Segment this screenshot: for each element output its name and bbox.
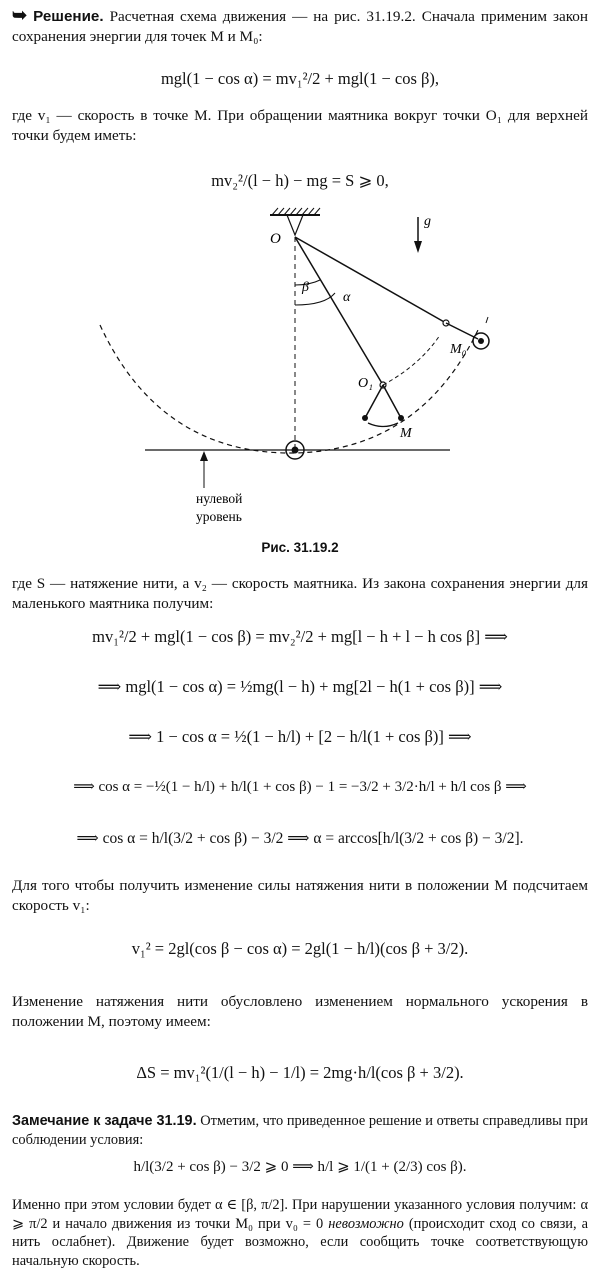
rod-to-m0 xyxy=(295,237,446,323)
pendulum-figure xyxy=(0,205,600,545)
label-zero-level-2: уровень xyxy=(196,509,242,524)
figure-caption: Рис. 31.19.2 xyxy=(261,540,339,555)
paragraph-tension: где S — натяжение нити, а v₂ — скорость маятника. Из закона сохранения энергии для маленького маятника получим: xyxy=(12,575,588,612)
intro-text: Расчетная схема движения — на рис. 31.19.2. Сначала применим закон сохранения энергии для точек M и M₀: xyxy=(12,8,589,45)
label-g: g xyxy=(424,214,431,229)
solution-heading: Решение. xyxy=(33,8,104,25)
equation-condition: h/l(3/2 + cos β) − 3/2 ⩾ 0 ⟹ h/l ⩾ 1/(1 + (2/3) cos β). xyxy=(133,1159,467,1175)
remark-heading: Замечание к задаче 31.19. xyxy=(12,1113,197,1129)
equation-energy: mgl(1 − cos α) = mv₁²/2 + mgl(1 − cos β), xyxy=(160,69,440,88)
paragraph-normal-accel: Изменение натяжения нити обусловлено изменением нормального ускорения в положении M, поэтому имеем: xyxy=(12,993,588,1030)
final-text-a: Именно при этом условии будет α ∈ [β, π/2]. При нарушении указанного условия получим: α ⩾ π/2 и начало движения из точки M₀ при v₀ = 0 xyxy=(12,1197,588,1232)
label-m: M xyxy=(400,426,412,441)
paragraph-v1-compute: Для того чтобы получить изменение силы натяжения нити в положении M подсчитаем скорость v₁: xyxy=(12,877,588,914)
derivation-line-1: mv₁²/2 + mgl(1 − cos β) = mv₂²/2 + mg[l − h + l − h cos β] ⟹ xyxy=(92,627,508,646)
derivation-line-4: ⟹ cos α = −½(1 − h/l) + h/l(1 + cos β) − 1 = −3/2 + 3/2·h/l + h/l cos β ⟹ xyxy=(73,779,527,795)
trajectory-arc xyxy=(100,325,478,453)
intro-paragraph xyxy=(12,6,588,46)
equation-delta-s: ΔS = mv₁²(1/(l − h) − 1/l) = 2mg·h/l(cos β + 3/2). xyxy=(136,1063,464,1082)
paragraph-v1: где v₁ — скорость в точке M. При обращении маятника вокруг точки O₁ для верхней точки будем иметь: xyxy=(12,107,588,144)
derivation-line-3: ⟹ 1 − cos α = ½(1 − h/l) + [2 − h/l(1 + cos β)] ⟹ xyxy=(128,727,472,746)
label-beta: β xyxy=(302,280,309,295)
arrow-icon: ➥ xyxy=(12,5,28,25)
label-o1: O₁ xyxy=(358,376,373,391)
label-m0: M₀ xyxy=(450,342,467,357)
rod-to-o1 xyxy=(295,237,383,385)
label-alpha: α xyxy=(343,290,351,305)
final-text-b: (происходит сход со связи, а нить ослабнет). Движение будет возможно, если сообщить точке соответствующую начальную скорость. xyxy=(12,1215,588,1269)
remark-paragraph xyxy=(12,1112,588,1149)
derivation-line-5: ⟹ cos α = h/l(3/2 + cos β) − 3/2 ⟹ α = arccos[h/l(3/2 + cos β) − 3/2]. xyxy=(76,830,524,847)
equation-v1: v₁² = 2gl(cos β − cos α) = 2gl(1 − h/l)(cos β + 3/2). xyxy=(131,939,469,958)
final-paragraph xyxy=(12,1196,588,1270)
label-zero-level-1: нулевой xyxy=(196,491,243,506)
remark-text: Отметим, что приведенное решение и ответы справедливы при соблюдении условия: xyxy=(12,1113,588,1148)
derivation-line-2: ⟹ mgl(1 − cos α) = ½mg(l − h) + mg[2l − h(1 + cos β)] ⟹ xyxy=(97,677,503,696)
point-m xyxy=(398,415,404,421)
label-o: O xyxy=(270,231,281,247)
final-impossible: невозможно xyxy=(328,1215,404,1232)
equation-tension: mv₂²/(l − h) − mg = S ⩾ 0, xyxy=(211,171,389,190)
